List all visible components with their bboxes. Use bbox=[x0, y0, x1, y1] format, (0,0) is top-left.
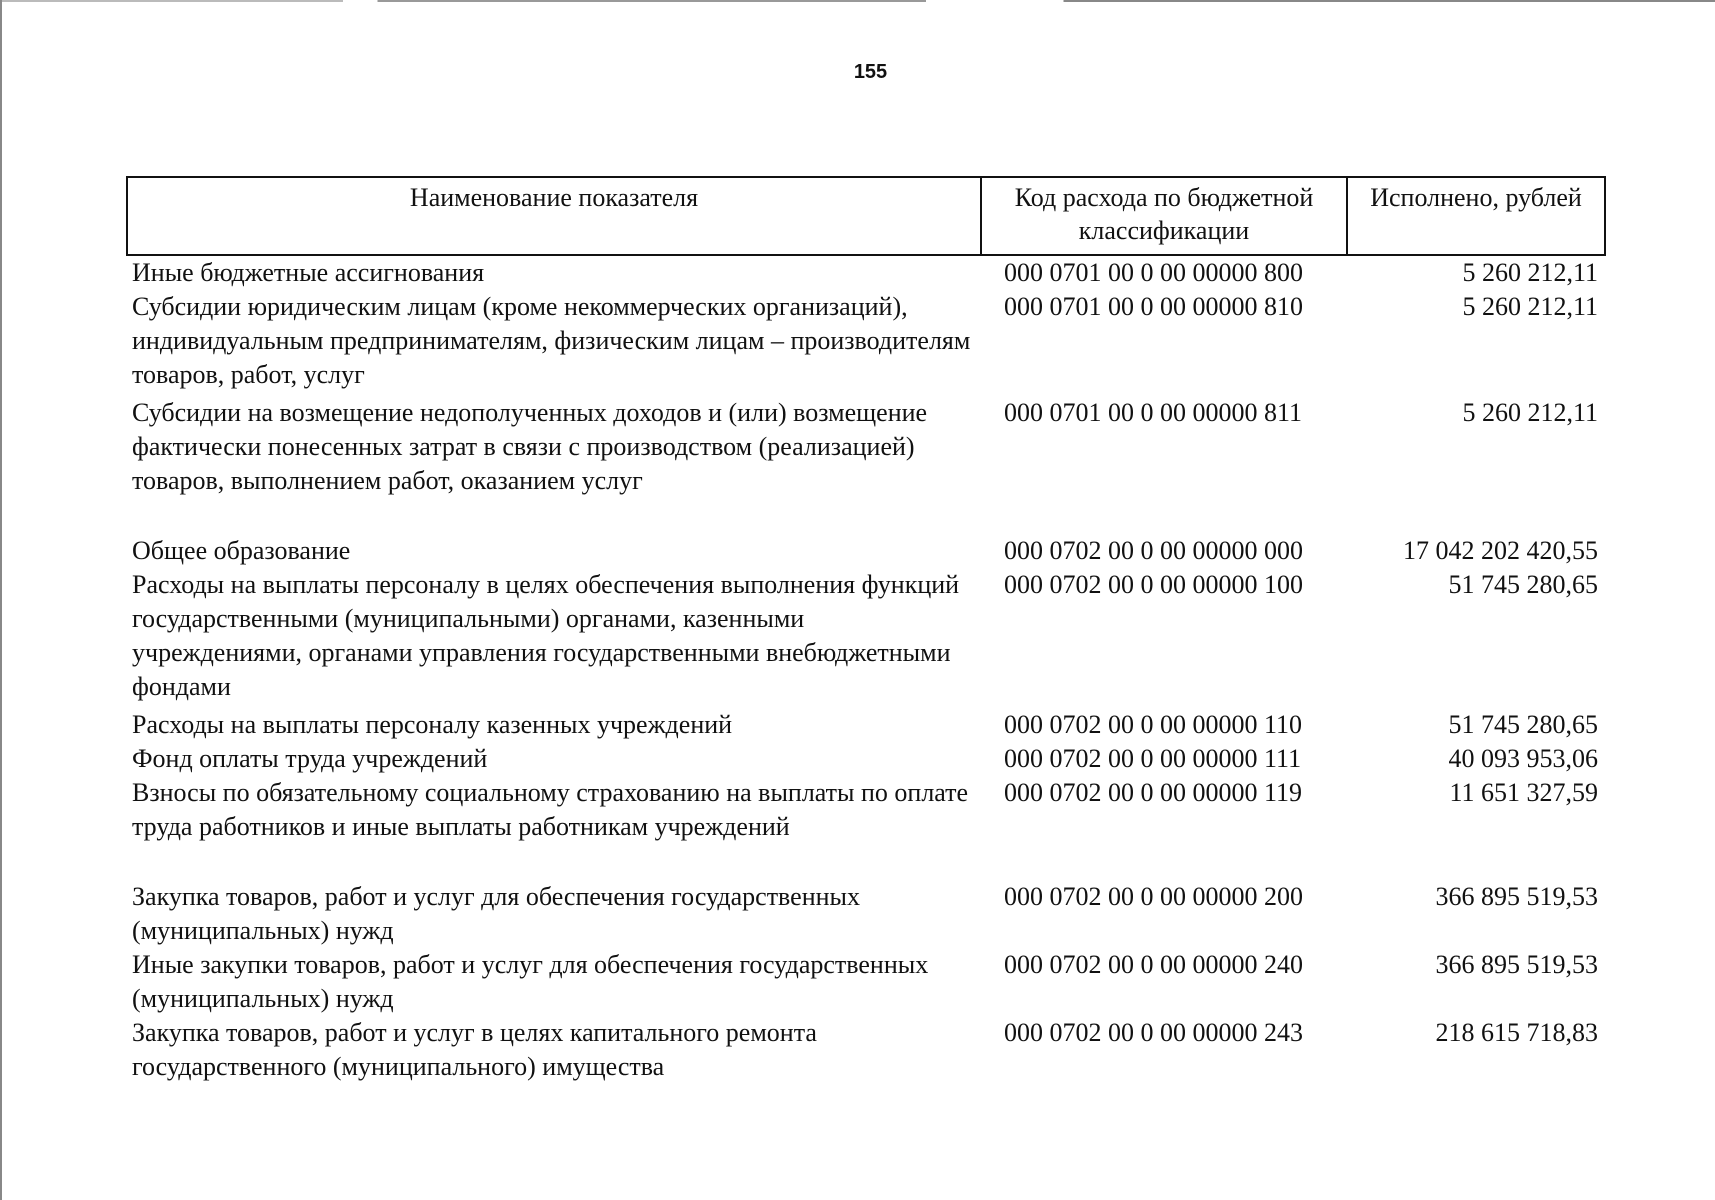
column-header-code: Код расхода по бюджетной классификации bbox=[982, 178, 1348, 254]
row-name: Расходы на выплаты персоналу в целях обеспечения выполнения функций государственными (муниципальными) органами, казенными учреждениями, органами управления государственными внебюджетными фондами bbox=[132, 570, 960, 701]
table-row bbox=[126, 256, 1606, 290]
row-code: 000 0702 00 0 00 00000 243 bbox=[1004, 1018, 1303, 1047]
row-code: 000 0702 00 0 00 00000 000 bbox=[1004, 536, 1303, 565]
column-header-name: Наименование показателя bbox=[128, 178, 982, 254]
row-code: 000 0702 00 0 00 00000 111 bbox=[1004, 744, 1302, 773]
row-name: Общее образование bbox=[132, 536, 351, 565]
table-row bbox=[126, 396, 1606, 498]
row-amount: 11 651 327,59 bbox=[1449, 778, 1598, 807]
table-row bbox=[126, 742, 1606, 776]
row-amount: 5 260 212,11 bbox=[1462, 398, 1598, 427]
row-amount: 366 895 519,53 bbox=[1435, 882, 1598, 911]
row-amount: 51 745 280,65 bbox=[1448, 710, 1598, 739]
row-spacer bbox=[126, 844, 1606, 880]
table-header bbox=[126, 176, 1606, 256]
row-code: 000 0702 00 0 00 00000 240 bbox=[1004, 950, 1303, 979]
row-code: 000 0702 00 0 00 00000 100 bbox=[1004, 570, 1303, 599]
table-row bbox=[126, 1016, 1606, 1084]
row-code: 000 0701 00 0 00 00000 811 bbox=[1004, 398, 1303, 427]
row-spacer bbox=[126, 498, 1606, 534]
page-edge-top bbox=[0, 0, 1715, 2]
table-row bbox=[126, 568, 1606, 704]
table-row bbox=[126, 880, 1606, 948]
row-code: 000 0702 00 0 00 00000 200 bbox=[1004, 882, 1303, 911]
row-code: 000 0702 00 0 00 00000 110 bbox=[1004, 710, 1303, 739]
row-name: Расходы на выплаты персоналу казенных учреждений bbox=[132, 710, 733, 739]
table-row bbox=[126, 534, 1606, 568]
row-amount: 17 042 202 420,55 bbox=[1403, 536, 1598, 565]
row-name: Фонд оплаты труда учреждений bbox=[132, 744, 488, 773]
row-name: Иные закупки товаров, работ и услуг для обеспечения государственных (муниципальных) нужд bbox=[132, 950, 929, 1013]
row-name: Иные бюджетные ассигнования bbox=[132, 258, 485, 287]
column-header-amount: Исполнено, рублей bbox=[1370, 183, 1582, 212]
row-code: 000 0701 00 0 00 00000 810 bbox=[1004, 292, 1303, 321]
row-amount: 5 260 212,11 bbox=[1462, 258, 1598, 287]
row-amount: 5 260 212,11 bbox=[1462, 292, 1598, 321]
table-row bbox=[126, 708, 1606, 742]
table-body bbox=[126, 256, 1606, 1084]
table-row bbox=[126, 290, 1606, 392]
row-amount: 218 615 718,83 bbox=[1435, 1018, 1598, 1047]
row-amount: 366 895 519,53 bbox=[1435, 950, 1598, 979]
row-code: 000 0701 00 0 00 00000 800 bbox=[1004, 258, 1303, 287]
row-amount: 51 745 280,65 bbox=[1448, 570, 1598, 599]
row-name: Субсидии на возмещение недополученных доходов и (или) возмещение фактически понесенных затрат в связи с производством (реализацией) товаров, выполнением работ, оказанием услуг bbox=[132, 398, 928, 495]
page-edge-left bbox=[0, 0, 2, 1200]
page-number: 155 bbox=[853, 61, 888, 83]
row-name: Закупка товаров, работ и услуг для обеспечения государственных (муниципальных) нужд bbox=[132, 882, 861, 945]
row-name: Субсидии юридическим лицам (кроме некоммерческих организаций), индивидуальным предпринимателям, физическим лицам – производителям товаров, работ, услуг bbox=[132, 292, 971, 389]
row-name: Закупка товаров, работ и услуг в целях капитального ремонта государственного (муниципального) имущества bbox=[132, 1018, 817, 1081]
row-amount: 40 093 953,06 bbox=[1448, 744, 1598, 773]
row-name: Взносы по обязательному социальному страхованию на выплаты по оплате труда работников и иные выплаты работникам учреждений bbox=[132, 778, 969, 841]
table-row bbox=[126, 776, 1606, 844]
row-code: 000 0702 00 0 00 00000 119 bbox=[1004, 778, 1303, 807]
table-row bbox=[126, 948, 1606, 1016]
